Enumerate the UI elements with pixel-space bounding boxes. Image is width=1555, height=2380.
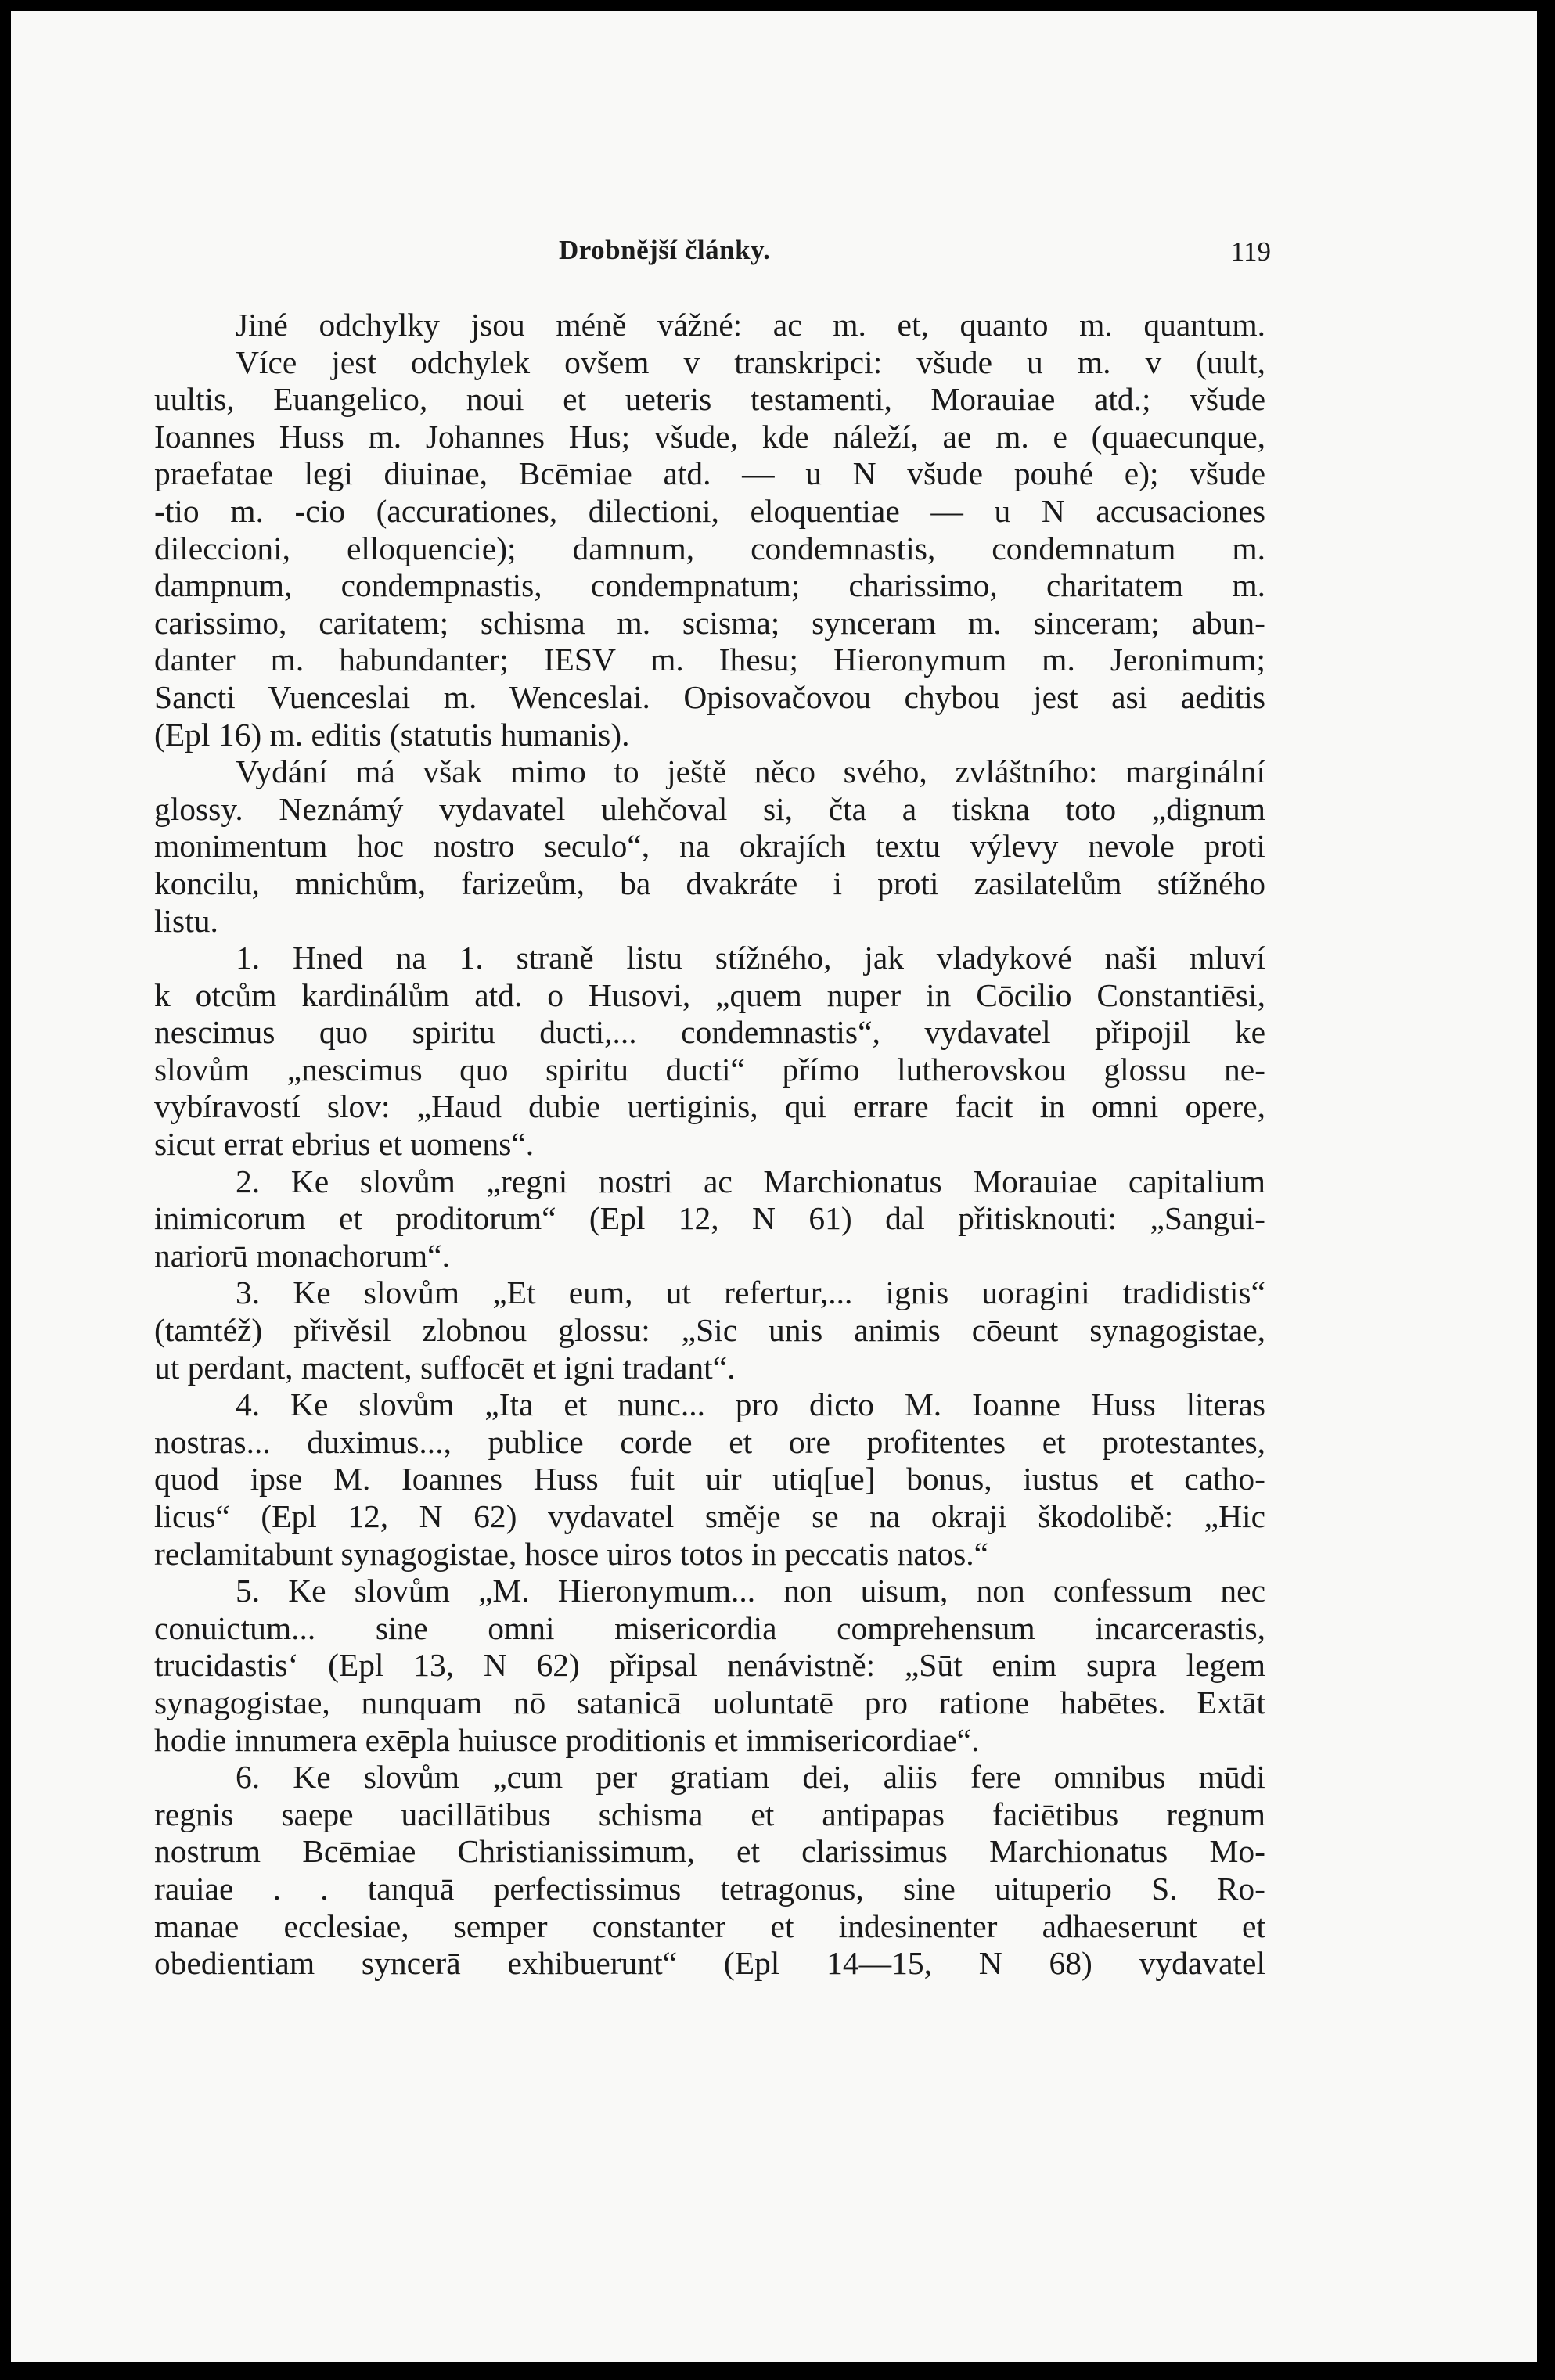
text-line: nescimus quo spiritu ducti,... condemnastis“, vydavatel připojil ke [154,1014,1265,1051]
text-line: inimicorum et proditorum“ (Epl 12, N 61) dal přitisknouti: „Sangui- [154,1200,1265,1237]
text-line: Ioannes Huss m. Johannes Hus; všude, kde náleží, ae m. e (quaecunque, [154,418,1265,455]
text-line: ut perdant, mactent, suffocēt et igni tradant“. [154,1349,736,1386]
text-line: dileccioni, elloquencie); damnum, condemnastis, condemnatum m. [154,530,1265,566]
text-line: trucidastis‘ (Epl 13, N 62) připsal nenávistně: „Sūt enim supra legem [154,1647,1265,1684]
body-text [154,307,1265,1983]
text-line: koncilu, mnichům, farizeům, ba dvakráte i proti zasilatelům stížného [154,865,1265,901]
text-line: k otcům kardinálům atd. o Husovi, „quem nuper in Cōcilio Constantiēsi, [154,976,1265,1013]
text-line: Více jest odchylek ovšem v transkripci: všude u m. v (uult, [236,343,1265,380]
text-line: Sancti Vuenceslai m. Wenceslai. Opisovačovou chybou jest asi aeditis [154,678,1265,715]
text-line: 4. Ke slovům „Ita et nunc... pro dicto M. Ioanne Huss literas [236,1386,1265,1423]
text-line: 3. Ke slovům „Et eum, ut refertur,... ignis uoragini tradidistis“ [236,1274,1265,1311]
text-line: carissimo, caritatem; schisma m. scisma; synceram m. sinceram; abun- [154,604,1265,641]
text-line: conuictum... sine omni misericordia comprehensum incarcerastis, [154,1609,1265,1646]
text-line: monimentum hoc nostro seculo“, na okrajích textu výlevy nevole proti [154,828,1265,865]
text-line: 6. Ke slovům „cum per gratiam dei, aliis fere omnibus mūdi [236,1759,1265,1796]
text-line: licus“ (Epl 12, N 62) vydavatel směje se na okraji škodolibě: „Hic [154,1498,1265,1534]
text-line: rauiae . . tanquā perfectissimus tetragonus, sine uituperio S. Ro- [154,1870,1265,1907]
text-line: manae ecclesiae, semper constanter et indesinenter adhaeserunt et [154,1907,1265,1944]
text-line: vybíravostí slov: „Haud dubie uertiginis, qui errare facit in omni opere, [154,1088,1265,1125]
text-line: -tio m. -cio (accurationes, dilectioni, eloquentiae — u N accusaciones [154,492,1265,529]
text-line: hodie innumera exēpla huiusce proditionis et immisericordiae“. [154,1721,980,1758]
page-number: 119 [1230,236,1271,267]
text-line: praefatae legi diuinae, Bcēmiae atd. — u N všude pouhé e); všude [154,455,1265,492]
text-line: sicut errat ebrius et uomens“. [154,1126,535,1163]
text-line: nostrum Bcēmiae Christianissimum, et clarissimus Marchionatus Mo- [154,1833,1265,1870]
text-line: uultis, Euangelico, noui et ueteris testamenti, Morauiae atd.; všude [154,381,1265,418]
document-page [11,11,1537,2362]
text-line: reclamitabunt synagogistae, hosce uiros totos in peccatis natos.“ [154,1535,989,1572]
text-line: synagogistae, nunquam nō satanicā uoluntatē pro ratione habētes. Extāt [154,1684,1265,1720]
text-line: Jiné odchylky jsou méně vážné: ac m. et, quanto m. quantum. [236,307,1265,343]
text-line: nariorū monachorum“. [154,1237,450,1274]
text-line: slovům „nescimus quo spiritu ducti“ přímo lutherovskou glossu ne- [154,1051,1265,1088]
text-line: obedientiam syncerā exhibuerunt“ (Epl 14—15, N 68) vydavatel [154,1945,1265,1982]
text-line: glossy. Neznámý vydavatel ulehčoval si, čta a tiskna toto „dignum [154,790,1265,827]
running-header [559,235,1271,274]
text-line: nostras... duximus..., publice corde et ore profitentes et protestantes, [154,1423,1265,1460]
text-line: quod ipse M. Ioannes Huss fuit uir utiq[ue] bonus, iustus et catho- [154,1461,1265,1497]
text-line: listu. [154,902,218,939]
text-line: Vydání má však mimo to ještě něco svého, zvláštního: marginální [236,753,1265,790]
text-line: 5. Ke slovům „M. Hieronymum... non uisum, non confessum nec [236,1573,1265,1609]
text-line: danter m. habundanter; IESV m. Ihesu; Hieronymum m. Jeronimum; [154,642,1265,678]
text-line: (tamtéž) přivěsil zlobnou glossu: „Sic unis animis cōeunt synagogistae, [154,1312,1265,1349]
text-line: regnis saepe uacillātibus schisma et antipapas faciētibus regnum [154,1796,1265,1832]
text-line: 2. Ke slovům „regni nostri ac Marchionatus Morauiae capitalium [236,1163,1265,1199]
text-line: 1. Hned na 1. straně listu stížného, jak vladykové naši mluví [236,940,1265,976]
text-line: (Epl 16) m. editis (statutis humanis). [154,716,630,753]
header-title: Drobnější články. [559,235,771,265]
text-line: dampnum, condempnastis, condempnatum; charissimo, charitatem m. [154,567,1265,604]
